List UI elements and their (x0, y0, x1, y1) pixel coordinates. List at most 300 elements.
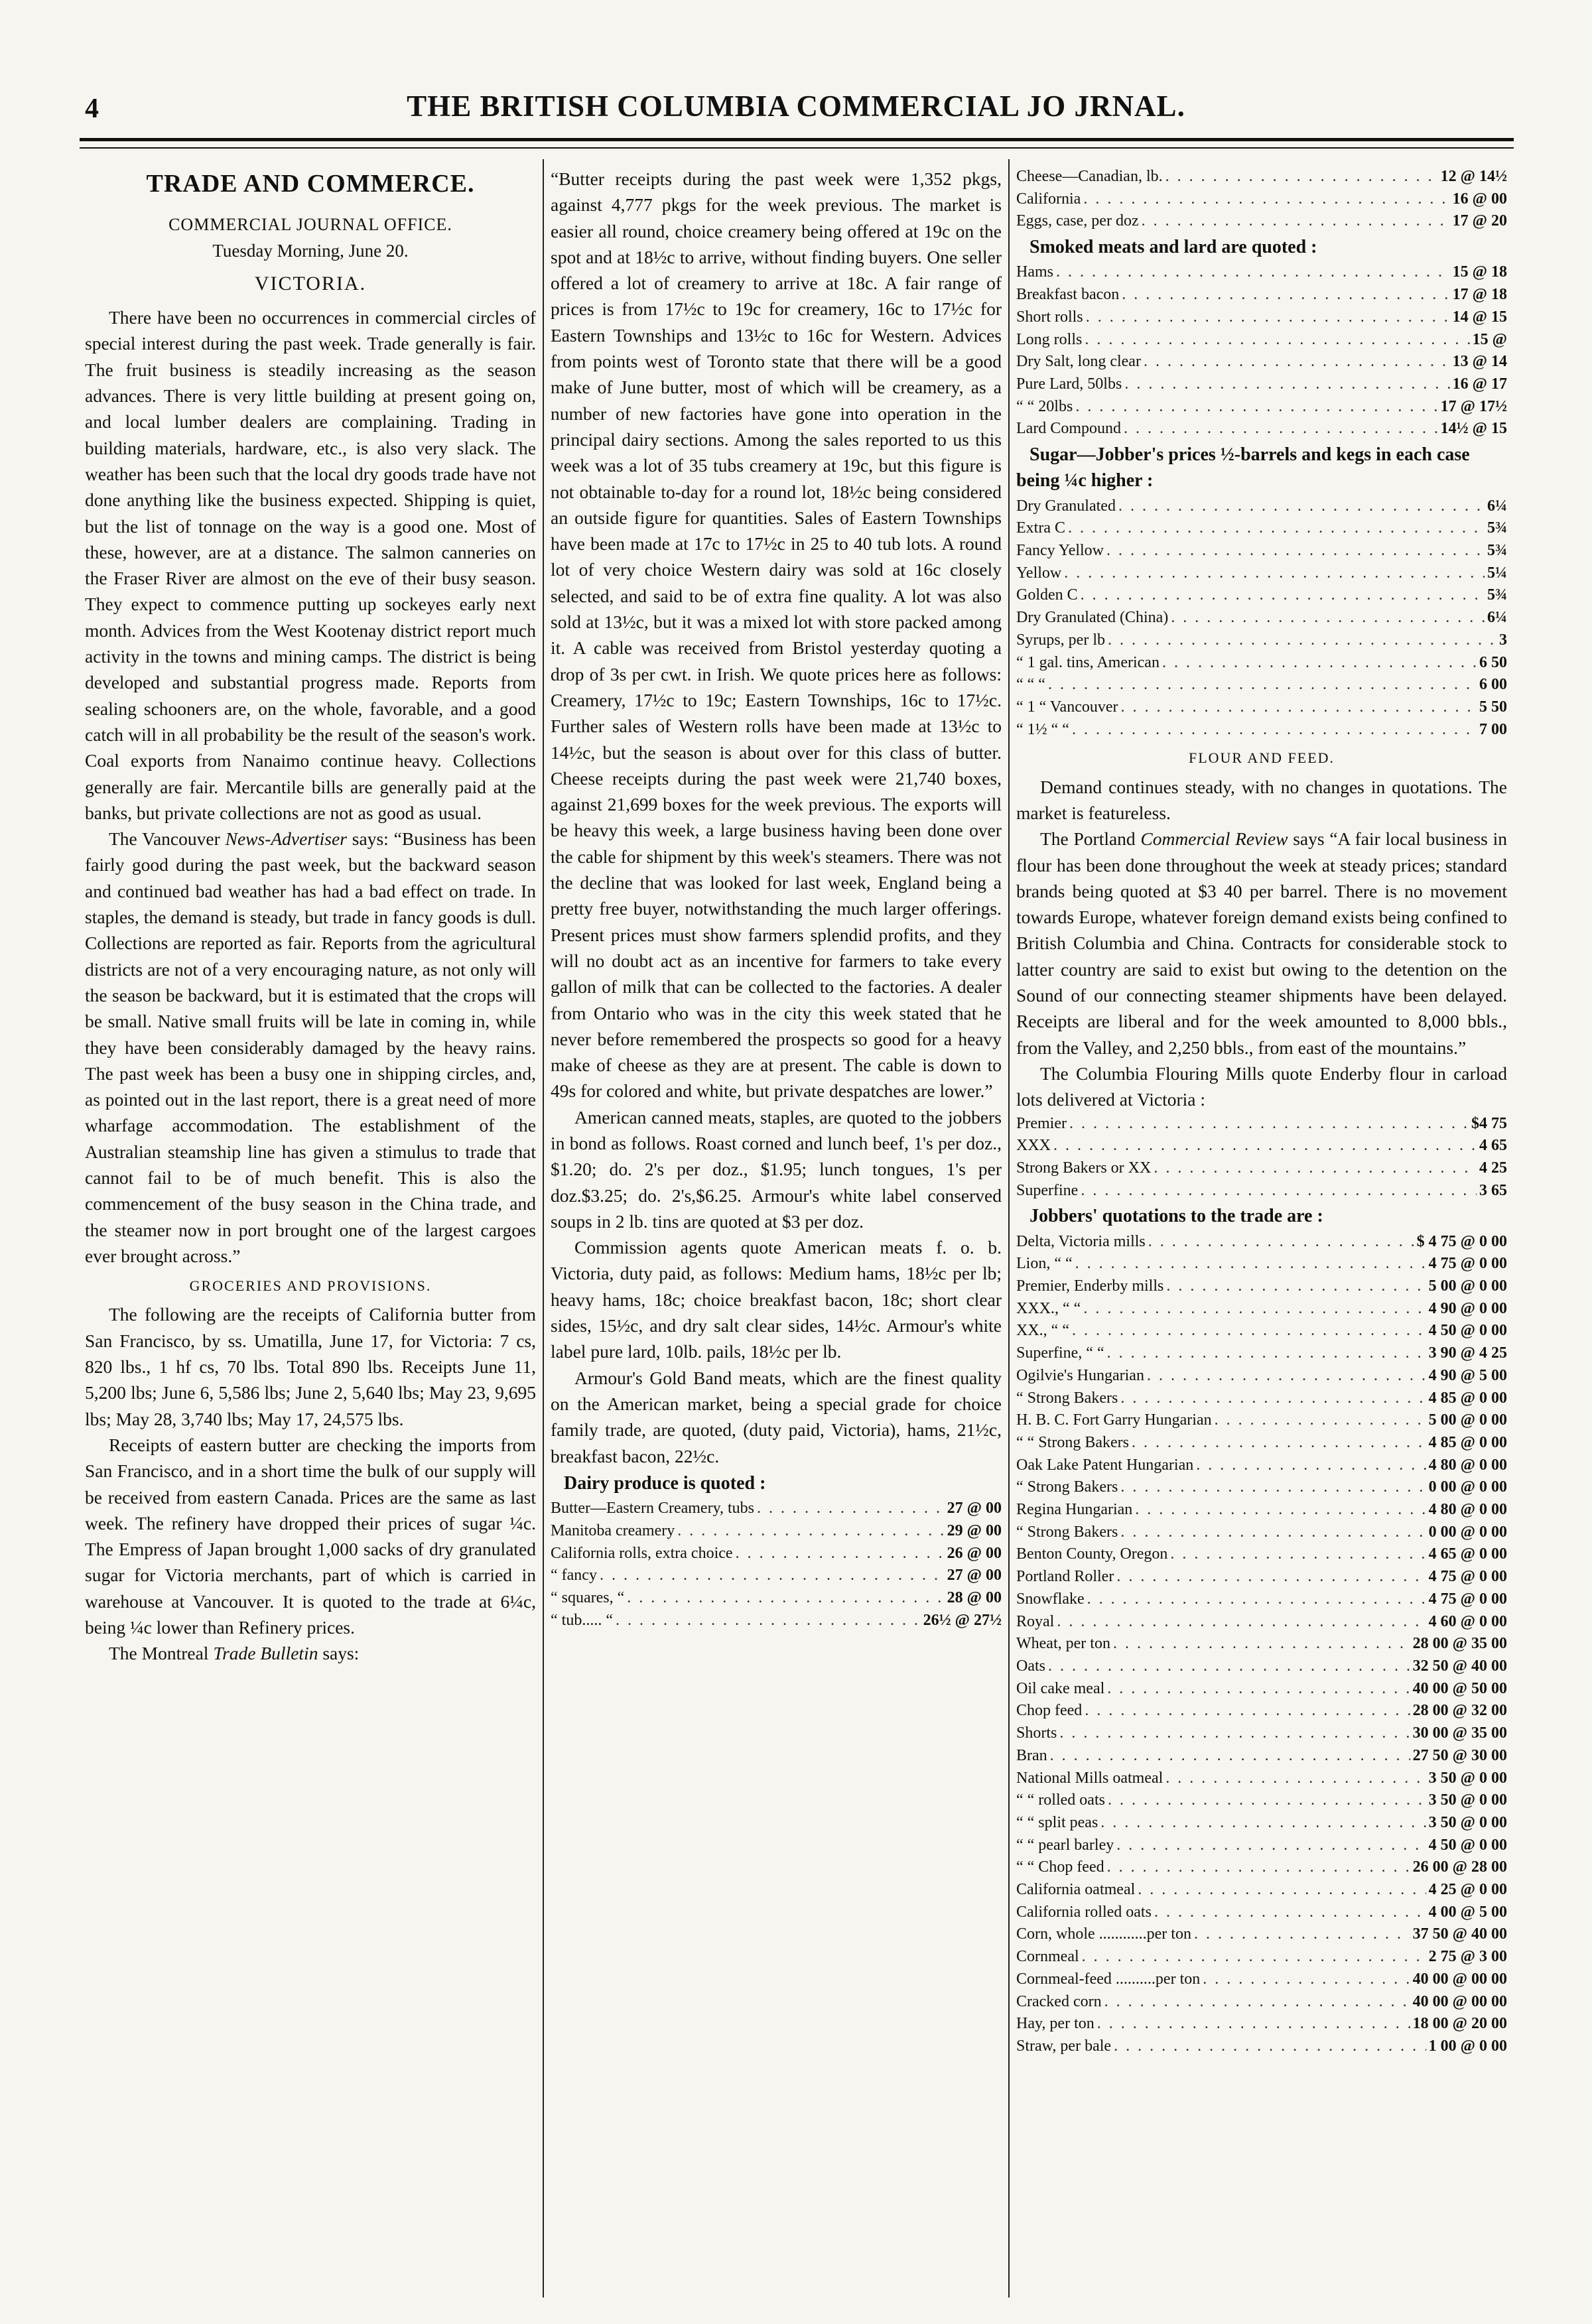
leader-dots (1118, 495, 1485, 518)
price-item-label: XXX., “ “ (1016, 1299, 1081, 1317)
price-item-value: 4 25 @ 0 00 (1428, 1881, 1507, 1899)
price-item-value: 17 @ 20 (1452, 212, 1507, 230)
price-row (1016, 2013, 1507, 2035)
paragraph: Commission agents quote American meats f. o. b. Victoria, duty paid, as follows: Medium hams, 18½c per lb; heavy hams, 18c; choice breakfast bacon, 18c; short clear sides, 15½c, and dry salt clear sides, 14½c. Armour's white label pure lard, 10lb. pails, 18½c per lb. (551, 1237, 1002, 1362)
price-row (1016, 1678, 1507, 1701)
price-row (1016, 1521, 1507, 1544)
leader-dots (1165, 166, 1438, 188)
price-row (1016, 1722, 1507, 1745)
leader-dots (1069, 1113, 1469, 1135)
price-item-label: “ “ Strong Bakers (1016, 1433, 1129, 1451)
leader-dots (1170, 1543, 1426, 1566)
leader-dots (1097, 2013, 1410, 2035)
paragraph: American canned meats, staples, are quoted to the jobbers in bond as follows. Roast corned and lunch beef, 1's per doz., $1.20; do. 2's per doz., $1.95; lunch tongues, 1's per doz.$3.25; do. 2's,$6.25. Armour's white label conserved soups in 2 lb. tins are quoted at $3 per doz. (551, 1106, 1002, 1232)
price-row (1016, 1902, 1507, 1924)
leader-dots (1120, 1521, 1426, 1544)
leader-dots (1107, 1856, 1410, 1879)
price-row (1016, 306, 1507, 329)
price-item-label: “ 1½ “ “ (1016, 720, 1069, 738)
price-item-value: $ 4 75 @ 0 00 (1416, 1232, 1507, 1250)
price-item-value: 4 25 (1479, 1159, 1507, 1177)
sugar-heading: Sugar—Jobber's prices ½-barrels and kegs in each case being ¼c higher : (1016, 444, 1470, 491)
price-row (1016, 418, 1507, 440)
price-item-label: Cornmeal-feed ..........per ton (1016, 1970, 1201, 1988)
page-number: 4 (85, 94, 99, 124)
price-item-value: 26½ @ 27½ (923, 1611, 1002, 1629)
price-row (1016, 373, 1507, 396)
price-item-label: Syrups, per lb (1016, 631, 1105, 649)
price-item-label: Long rolls (1016, 330, 1083, 348)
publication-name: Commercial Review (1140, 828, 1288, 850)
price-item-value: 3 (1499, 631, 1507, 649)
price-item-value: 3 50 @ 0 00 (1428, 1791, 1507, 1809)
paragraph: There have been no occurrences in commercial circles of special interest during the past week. Trade generally is fair. The fruit business is steadily increasing as the season advances. There is very little building at present going on, and local lumber dealers are complaining. Trading in building materials, hardware, etc., is also very slack. The weather has been such that the local dry goods trade have not done anything like the business expected. Shipping is quiet, but the list of tonnage on the way is a good one. Most of these, however, are at a distance. The salmon canneries on the Fraser River are almost on the eve of their busy season. They expect to commence putting up sockeyes early next month. Advices from the West Kootenay district report much activity in the towns and mining camps. The district is being developed and substantial progress made. Reports from sealing schooners are, on the whole, favorable, and a good catch will in all probability be the result of the season's work. Coal exports from Nanaimo continue heavy. Collections generally are fair. Mercantile bills are generally paid at the banks, but private collections are not as good as usual. (85, 307, 536, 823)
price-item-value: 6¼ (1487, 609, 1507, 627)
price-item-value: 17 @ 17½ (1440, 397, 1507, 415)
price-item-value: 16 @ 17 (1452, 375, 1507, 393)
price-item-value: 18 00 @ 20 00 (1412, 2015, 1507, 2033)
price-row (1016, 1135, 1507, 1157)
price-item-label: Bran (1016, 1746, 1047, 1764)
price-row (1016, 329, 1507, 352)
paragraph: Receipts of eastern butter are checking the imports from San Francisco, and in a short time the bulk of our supply will be received from eastern Canada. Prices are the same as last week. The refinery have dropped their prices of sugar ¼c. The Empress of Japan brought 1,000 sacks of dry granulated sugar for Victoria merchants, part of which is carried in warehouse at Vancouver. It is quoted to the trade at 6¼c, being ¼c lower than Refinery prices. (85, 1434, 536, 1638)
price-row (1016, 1432, 1507, 1454)
price-item-label: Eggs, case, per doz (1016, 212, 1139, 230)
cheese-price-list (1016, 166, 1507, 233)
price-item-label: Delta, Victoria mills (1016, 1232, 1146, 1250)
price-item-label: Corn, whole ............per ton (1016, 1925, 1191, 1943)
price-item-value: 28 00 @ 32 00 (1412, 1702, 1507, 1720)
leader-dots (1148, 1231, 1414, 1254)
price-row (1016, 1633, 1507, 1655)
dairy-heading: Dairy produce is quoted : (564, 1472, 766, 1494)
price-item-label: Shorts (1016, 1724, 1057, 1742)
price-item-value: 3 50 @ 0 00 (1428, 1813, 1507, 1831)
price-item-value: 30 00 @ 35 00 (1412, 1724, 1507, 1742)
price-row (1016, 166, 1507, 188)
price-item-label: “ “ “ (1016, 676, 1045, 694)
smoked-meats-heading: Smoked meats and lard are quoted : (1029, 237, 1317, 258)
price-item-value: 0 00 @ 0 00 (1428, 1478, 1507, 1496)
price-item-value: 29 @ 00 (947, 1521, 1002, 1539)
paragraph: The Vancouver News-Advertiser says: “Business has been fairly good during the past week, but the backward season and continued bad weather has had a bad effect on trade. In staples, the demand is steady, but trade in fancy goods is dull. Collections are reported as fair. Reports from the agricultural districts are not of a very encouraging nature, as not only will the season be backward, but it is estimated that the crops will be small. Native small fruits will be late in coming in, while they have been considerably damaged by the heavy rains. The past week has been a busy one in shipping circles, and, as pointed out in the last report, there is a great need of more wharfage accommodation. The establishment of the Australian steamship line has given a stimulus to trade that cannot fail to be of much benefit. This is also the commencement of the busy season in the China trade, and the steamer now in port brought one of the largest cargoes ever brought across.” (85, 828, 536, 1266)
price-item-label: H. B. C. Fort Garry Hungarian (1016, 1411, 1212, 1429)
header-rule-thin (80, 147, 1514, 149)
price-row (1016, 1588, 1507, 1611)
price-item-label: “ Strong Bakers (1016, 1478, 1118, 1496)
price-item-label: Fancy Yellow (1016, 542, 1104, 560)
price-item-label: Manitoba creamery (551, 1521, 675, 1539)
leader-dots (1120, 1388, 1426, 1410)
price-row (1016, 1253, 1507, 1275)
price-row (1016, 284, 1507, 306)
price-item-label: Portland Roller (1016, 1568, 1114, 1586)
column-1 (85, 166, 536, 2290)
price-item-value: 27 @ 00 (947, 1567, 1002, 1584)
leader-dots (1104, 1991, 1410, 2014)
price-row (1016, 1655, 1507, 1678)
price-item-value: 6 00 (1479, 676, 1507, 694)
jobbers-heading: Jobbers' quotations to the trade are : (1029, 1206, 1323, 1227)
leader-dots (1100, 1812, 1426, 1835)
price-item-label: Chop feed (1016, 1702, 1083, 1720)
leader-dots (1106, 540, 1485, 562)
price-item-value: 4 50 @ 0 00 (1428, 1322, 1507, 1340)
leader-dots (1120, 1476, 1426, 1499)
paragraph: Demand continues steady, with no changes in quotations. The market is featureless. (1016, 776, 1507, 823)
publication-name: Trade Bulletin (213, 1643, 318, 1664)
leader-dots (1144, 351, 1450, 373)
price-row (1016, 1365, 1507, 1388)
leader-dots (1194, 1923, 1410, 1946)
enderby-price-list (1016, 1113, 1507, 1202)
price-item-value: 37 50 @ 40 00 (1412, 1925, 1507, 1943)
column-3 (1016, 166, 1507, 2290)
price-item-value: 4 75 @ 0 00 (1428, 1568, 1507, 1586)
leader-dots (1064, 562, 1485, 585)
leader-dots (1138, 1879, 1426, 1902)
price-item-label: “ fancy (551, 1567, 597, 1584)
paragraph: The Montreal Trade Bulletin says: (109, 1643, 360, 1664)
price-item-value: 4 80 @ 0 00 (1428, 1501, 1507, 1519)
leader-dots (1135, 1499, 1426, 1521)
leader-dots (1082, 1946, 1426, 1969)
leader-dots (1083, 188, 1449, 211)
price-item-label: “ “ split peas (1016, 1813, 1098, 1831)
price-item-label: “ Strong Bakers (1016, 1523, 1118, 1541)
leader-dots (1050, 1745, 1410, 1768)
price-item-label: Snowflake (1016, 1590, 1085, 1608)
price-item-value: $4 75 (1471, 1114, 1507, 1132)
leader-dots (1124, 418, 1438, 440)
paragraph: The Portland Commercial Review says “A fair local business in flour has been done throughout the week at steady prices; standard brands being quoted at $3 40 per barrel. There is no movement towards Europe, whatever foreign demand exists being confined to British Columbia and China. Contracts for considerable stock to latter country are said to exist but owing to the detention on the Sound of our connecting steamer shipments have been delayed. Receipts are liberal and for the week amounted to 8,000 bbls., from the Valley, and 2,250 bbls., from east of the mountains.” (1016, 828, 1507, 1058)
leader-dots (1147, 1365, 1426, 1388)
price-item-value: 5¾ (1487, 519, 1507, 537)
price-row (1016, 2035, 1507, 2058)
price-row (1016, 1454, 1507, 1477)
price-row (1016, 1409, 1507, 1432)
price-item-label: California rolls, extra choice (551, 1544, 733, 1562)
price-row (1016, 1499, 1507, 1521)
price-item-value: 6 50 (1479, 653, 1507, 671)
price-item-label: XXX (1016, 1137, 1051, 1155)
price-item-value: 4 65 (1479, 1137, 1507, 1155)
price-row (551, 1565, 1002, 1587)
price-item-label: Hay, per ton (1016, 2015, 1094, 2033)
leader-dots (1048, 1655, 1410, 1678)
price-row (1016, 1969, 1507, 1991)
price-row (1016, 1768, 1507, 1790)
price-row (1016, 1320, 1507, 1342)
price-item-value: 27 50 @ 30 00 (1412, 1746, 1507, 1764)
price-item-value: 4 00 @ 5 00 (1428, 1903, 1507, 1921)
price-row (1016, 696, 1507, 719)
leader-dots (1171, 607, 1485, 629)
price-item-label: California rolled oats (1016, 1903, 1152, 1921)
column-divider (543, 159, 544, 2297)
leader-dots (1162, 652, 1477, 675)
paragraph: “Butter receipts during the past week were 1,352 pkgs, against 4,777 pkgs for the week previous. The market is easier all round, choice creamery being offered at 19c on the spot and at 18½c to arrive, without finding buyers. One seller offered a lot of creamery to arrive at 18c. A fair range of prices is from 17½c to 19c for creamery, 16c to 17½c for Eastern Townships and 13½c to 16c for Western. Advices from points west of Toronto state that there will be a good make of June butter, most of which will be creamery, as a number of new factories have gone into operation in the principal dairy sections. Among the sales reported to us this week was a lot of 35 tubs creamery at 19c, but this figure is not obtainable to-day for a round lot, 18½c being considered an outside figure for quantities. Sales of Eastern Townships have been made at 17c to 17½c in 25 to 40 tub lots. A round lot of very choice Western dairy was sold at 16c closely selected, and said to be of extra fine quality. A lot was also sold at 13½c, but it was a mixed lot with store packed among it. A cable was received from Bristol yesterday quoting a drop of 3s per cwt. in Irish. We quote prices here as follows: Creamery, 17½c to 19c; Eastern Townships, 16c to 17½c. Further sales of Western rolls have been made at 13½c to 14½c, but the season is about over for this class of butter. Cheese receipts during the past week were 21,740 boxes, against 21,699 boxes for the week previous. The exports will be heavy this week, a large business having been done over the cable for shipment by this week's steamers. There was not the decline that was looked for last week, England being a pretty free buyer, notwithstanding the much larger offerings. Present prices must show farmers splendid profits, and they will no doubt act as an incentive for farmers to take every gallon of milk that can be collected to the factories. A dealer from Ontario who was in the city this week stated that he never before remembered the prospects so good for a heavy make of cheese as they are at present. The cable is down to 49s for colored and white, but private despatches are lower.” (551, 168, 1002, 1102)
price-item-label: “ squares, “ (551, 1588, 625, 1606)
dairy-price-list (551, 1498, 1002, 1632)
price-row (551, 1543, 1002, 1565)
leader-dots (1114, 2035, 1426, 2058)
price-item-label: “ 1 gal. tins, American (1016, 653, 1160, 671)
price-row (1016, 1275, 1507, 1298)
price-item-label: Premier (1016, 1114, 1067, 1132)
price-row (1016, 1157, 1507, 1180)
price-item-label: Benton County, Oregon (1016, 1545, 1168, 1563)
leader-dots (1166, 1275, 1426, 1298)
price-row (1016, 1113, 1507, 1135)
leader-dots (1087, 1588, 1426, 1611)
price-row (1016, 1476, 1507, 1499)
price-row (551, 1498, 1002, 1520)
price-item-label: Superfine, “ “ (1016, 1344, 1104, 1362)
price-row (1016, 1946, 1507, 1969)
price-item-value: 40 00 @ 00 00 (1412, 1970, 1507, 1988)
price-item-value: 4 65 @ 0 00 (1428, 1545, 1507, 1563)
price-item-value: 32 50 @ 40 00 (1412, 1657, 1507, 1675)
price-row (1016, 1700, 1507, 1722)
leader-dots (1075, 1253, 1426, 1275)
leader-dots (1056, 261, 1450, 284)
price-item-value: 14½ @ 15 (1440, 420, 1507, 438)
price-row (1016, 1180, 1507, 1202)
price-row (1016, 540, 1507, 562)
price-item-value: 1 00 @ 0 00 (1428, 2037, 1507, 2055)
leader-dots (757, 1498, 945, 1520)
leader-dots (1075, 396, 1437, 419)
leader-dots (1057, 1611, 1426, 1634)
price-item-label: Cornmeal (1016, 1948, 1079, 1966)
leader-dots (1059, 1722, 1410, 1745)
leader-dots (1154, 1902, 1426, 1924)
leader-dots (1142, 210, 1450, 233)
price-item-value: 15 @ (1472, 330, 1507, 348)
price-row (1016, 607, 1507, 629)
price-item-value: 6¼ (1487, 497, 1507, 515)
price-row (1016, 188, 1507, 211)
price-item-value: 3 65 (1479, 1181, 1507, 1199)
price-row (1016, 1745, 1507, 1768)
leader-dots (1121, 696, 1477, 719)
price-row (1016, 1991, 1507, 2014)
price-item-value: 4 75 @ 0 00 (1428, 1255, 1507, 1273)
price-row (1016, 1856, 1507, 1879)
price-item-label: Lard Compound (1016, 420, 1121, 438)
price-item-value: 17 @ 18 (1452, 286, 1507, 304)
price-item-label: Wheat, per ton (1016, 1635, 1110, 1653)
price-item-label: Breakfast bacon (1016, 286, 1120, 304)
jobbers-price-list (1016, 1231, 1507, 2058)
price-item-value: 26 @ 00 (947, 1544, 1002, 1562)
leader-dots (1048, 674, 1477, 696)
price-row (1016, 1611, 1507, 1634)
leader-dots (600, 1565, 945, 1587)
price-item-value: 14 @ 15 (1452, 308, 1507, 326)
leader-dots (1154, 1157, 1477, 1180)
leader-dots (1072, 1320, 1426, 1342)
price-item-label: Lion, “ “ (1016, 1255, 1073, 1273)
price-item-value: 4 85 @ 0 00 (1428, 1389, 1507, 1407)
paragraph: The Columbia Flouring Mills quote Enderby flour in carload lots delivered at Victoria : (1016, 1063, 1507, 1110)
sugar-price-list (1016, 495, 1507, 742)
price-item-value: 5 00 @ 0 00 (1428, 1277, 1507, 1295)
price-item-value: 4 50 @ 0 00 (1428, 1836, 1507, 1854)
price-row (1016, 351, 1507, 373)
price-item-value: 5 50 (1479, 698, 1507, 716)
leader-dots (627, 1587, 944, 1610)
price-item-label: Royal (1016, 1612, 1055, 1630)
price-row (1016, 517, 1507, 540)
leader-dots (1215, 1409, 1426, 1432)
price-row (1016, 1342, 1507, 1365)
price-row (1016, 1835, 1507, 1857)
price-row (1016, 652, 1507, 675)
price-row (1016, 1231, 1507, 1254)
price-item-label: California (1016, 190, 1081, 208)
price-row (1016, 1879, 1507, 1902)
price-row (1016, 1789, 1507, 1812)
price-item-value: 0 00 @ 0 00 (1428, 1523, 1507, 1541)
leader-dots (1085, 1700, 1410, 1722)
price-item-value: 15 @ 18 (1452, 263, 1507, 281)
price-item-value: 3 50 @ 0 00 (1428, 1769, 1507, 1787)
price-row (1016, 1543, 1507, 1566)
price-item-label: Butter—Eastern Creamery, tubs (551, 1500, 755, 1517)
price-row (1016, 1923, 1507, 1946)
price-item-label: Dry Granulated (China) (1016, 609, 1169, 627)
leader-dots (1113, 1633, 1410, 1655)
price-item-value: 4 90 @ 5 00 (1428, 1366, 1507, 1384)
price-item-label: “ “ 20lbs (1016, 397, 1073, 415)
price-item-label: Regina Hungarian (1016, 1501, 1133, 1519)
leader-dots (677, 1520, 944, 1543)
price-item-value: 2 75 @ 3 00 (1428, 1948, 1507, 1966)
price-item-value: 13 @ 14 (1452, 353, 1507, 371)
price-item-value: 4 85 @ 0 00 (1428, 1433, 1507, 1451)
leader-dots (1053, 1135, 1477, 1157)
leader-dots (1108, 629, 1496, 652)
price-row (1016, 719, 1507, 742)
price-item-label: Superfine (1016, 1181, 1079, 1199)
leader-dots (1081, 584, 1485, 607)
price-row (551, 1587, 1002, 1610)
price-item-label: “ 1 “ Vancouver (1016, 698, 1118, 716)
leader-dots (616, 1610, 921, 1632)
price-item-value: 5¾ (1487, 542, 1507, 560)
price-row (1016, 1298, 1507, 1321)
leader-dots (1072, 719, 1477, 742)
price-item-value: 5¾ (1487, 586, 1507, 604)
price-row (1016, 1812, 1507, 1835)
price-item-value: 5 00 @ 0 00 (1428, 1411, 1507, 1429)
flour-heading: FLOUR AND FEED. (1188, 749, 1335, 767)
price-row (1016, 396, 1507, 419)
price-item-label: Pure Lard, 50lbs (1016, 375, 1122, 393)
column-divider (1008, 159, 1010, 2297)
price-item-value: 4 90 @ 0 00 (1428, 1299, 1507, 1317)
leader-dots (1165, 1768, 1426, 1790)
price-item-value: 16 @ 00 (1452, 190, 1507, 208)
smoked-price-list (1016, 261, 1507, 440)
price-item-label: “ “ Chop feed (1016, 1858, 1104, 1876)
price-row (1016, 1566, 1507, 1588)
page-title: THE BRITISH COLUMBIA COMMERCIAL JO JRNAL. (407, 90, 1185, 123)
leader-dots (1086, 306, 1450, 329)
price-item-label: National Mills oatmeal (1016, 1769, 1163, 1787)
office-line: COMMERCIAL JOURNAL OFFICE. (168, 215, 452, 235)
leader-dots (1107, 1678, 1410, 1701)
price-item-label: Dry Salt, long clear (1016, 353, 1141, 371)
price-item-label: California oatmeal (1016, 1881, 1136, 1899)
price-item-label: Dry Granulated (1016, 497, 1116, 515)
city-heading: VICTORIA. (254, 272, 367, 294)
price-item-label: Strong Bakers or XX (1016, 1159, 1152, 1177)
leader-dots (1083, 1298, 1426, 1321)
price-row (551, 1610, 1002, 1632)
price-item-label: Short rolls (1016, 308, 1083, 326)
price-item-label: Oil cake meal (1016, 1679, 1105, 1697)
price-item-value: 7 00 (1479, 720, 1507, 738)
price-item-value: 5¼ (1487, 564, 1507, 582)
price-row (551, 1520, 1002, 1543)
section-heading: TRADE AND COMMERCE. (146, 170, 475, 198)
price-row (1016, 629, 1507, 652)
price-item-label: Hams (1016, 263, 1053, 281)
price-item-label: “ “ rolled oats (1016, 1791, 1105, 1809)
price-item-label: “ tub..... “ (551, 1611, 613, 1629)
price-item-label: Yellow (1016, 564, 1062, 582)
leader-dots (1085, 329, 1469, 352)
leader-dots (1196, 1454, 1426, 1477)
price-item-label: Cracked corn (1016, 1992, 1102, 2010)
price-row (1016, 210, 1507, 233)
price-item-value: 4 60 @ 0 00 (1428, 1612, 1507, 1630)
paragraph: The following are the receipts of California butter from San Francisco, by ss. Umatilla, June 17, for Victoria: 7 cs, 820 lbs., 1 hf cs, 70 lbs. Total 890 lbs. Receipts June 11, 5,200 lbs; June 6, 5,586 lbs; June 2, 5,640 lbs; May 23, 9,695 lbs; May 28, 3,740 lbs; May 17, 24,575 lbs. (85, 1304, 536, 1429)
price-item-value: 40 00 @ 50 00 (1412, 1679, 1507, 1697)
price-item-label: Oats (1016, 1657, 1045, 1675)
price-row (1016, 261, 1507, 284)
price-row (1016, 495, 1507, 518)
leader-dots (1124, 373, 1449, 396)
price-item-label: Straw, per bale (1016, 2037, 1112, 2055)
leader-dots (1116, 1566, 1426, 1588)
price-item-label: Cheese—Canadian, lb. (1016, 168, 1163, 185)
column-2 (551, 166, 1002, 2290)
paragraph: Armour's Gold Band meats, which are the finest quality on the American market, being a special grade for choice family trade, are quoted, (duty paid, Victoria), hams, 21½c, breakfast bacon, 22½c. (551, 1367, 1002, 1466)
leader-dots (1068, 517, 1485, 540)
price-row (1016, 584, 1507, 607)
leader-dots (736, 1543, 945, 1565)
leader-dots (1203, 1969, 1410, 1991)
price-item-label: “ Strong Bakers (1016, 1389, 1118, 1407)
price-item-value: 40 00 @ 00 00 (1412, 1992, 1507, 2010)
leader-dots (1116, 1835, 1426, 1857)
leader-dots (1107, 1342, 1426, 1365)
price-row (1016, 562, 1507, 585)
header-rule (80, 138, 1514, 141)
price-item-value: 4 80 @ 0 00 (1428, 1456, 1507, 1474)
price-item-value: 28 @ 00 (947, 1588, 1002, 1606)
price-item-label: Ogilvie's Hungarian (1016, 1366, 1144, 1384)
price-item-label: XX., “ “ (1016, 1322, 1069, 1340)
leader-dots (1122, 284, 1449, 306)
dateline: Tuesday Morning, June 20. (212, 240, 409, 261)
price-item-label: Extra C (1016, 519, 1065, 537)
price-item-label: Premier, Enderby mills (1016, 1277, 1164, 1295)
